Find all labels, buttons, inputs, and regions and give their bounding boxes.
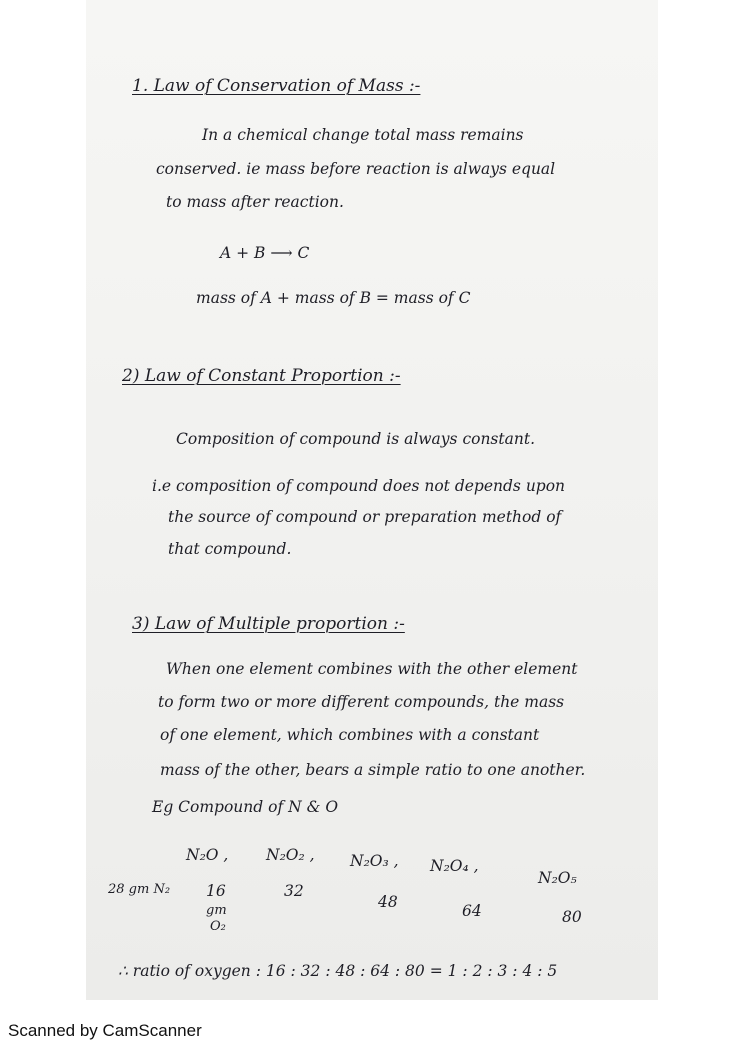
oxygen-mass-value: 48 [378,893,398,911]
scanner-watermark: Scanned by CamScanner [8,1021,202,1040]
section-3-text-line: mass of the other, bears a simple ratio to one another. [160,761,586,779]
ratio-conclusion: ∴ ratio of oxygen : 16 : 32 : 48 : 64 : 80 = 1 : 2 : 3 : 4 : 5 [118,962,558,980]
reaction-equation: A + B ⟶ C [220,244,310,262]
example-line: Eg Compound of N & O [152,798,339,816]
compound-formula: N₂O₂ , [266,846,315,864]
oxygen-mass-value: 64 [462,902,482,920]
oxygen-unit-label: O₂ [210,919,226,934]
section-1-text-line: to mass after reaction. [166,193,344,211]
compound-formula: N₂O₃ , [350,852,399,870]
nitrogen-mass-label: 28 gm N₂ [108,882,171,897]
section-1-heading: 1. Law of Conservation of Mass :- [132,76,421,96]
oxygen-mass-value: 16 [206,882,226,900]
section-2-text-line: Composition of compound is always constant. [176,430,535,448]
oxygen-mass-value: 32 [284,882,304,900]
oxygen-unit-label: gm [206,903,227,918]
section-1-text-line: conserved. ie mass before reaction is always equal [156,160,556,178]
section-1-text-line: In a chemical change total mass remains [202,126,524,144]
oxygen-mass-value: 80 [562,908,582,926]
mass-equation: mass of A + mass of B = mass of C [196,289,471,307]
section-2-heading: 2) Law of Constant Proportion :- [122,366,401,386]
section-3-text-line: to form two or more different compounds, the mass [158,693,565,711]
section-3-text-line: of one element, which combines with a constant [160,726,540,744]
compound-formula: N₂O₄ , [430,857,479,875]
compound-formula: N₂O , [186,846,229,864]
section-2-text-line: the source of compound or preparation method of [168,508,562,526]
scanned-page [86,0,658,1000]
section-2-text-line: i.e composition of compound does not depends upon [152,477,566,495]
compound-formula: N₂O₅ [538,869,577,887]
section-3-text-line: When one element combines with the other element [166,660,578,678]
section-2-text-line: that compound. [168,540,292,558]
section-3-heading: 3) Law of Multiple proportion :- [132,614,405,634]
